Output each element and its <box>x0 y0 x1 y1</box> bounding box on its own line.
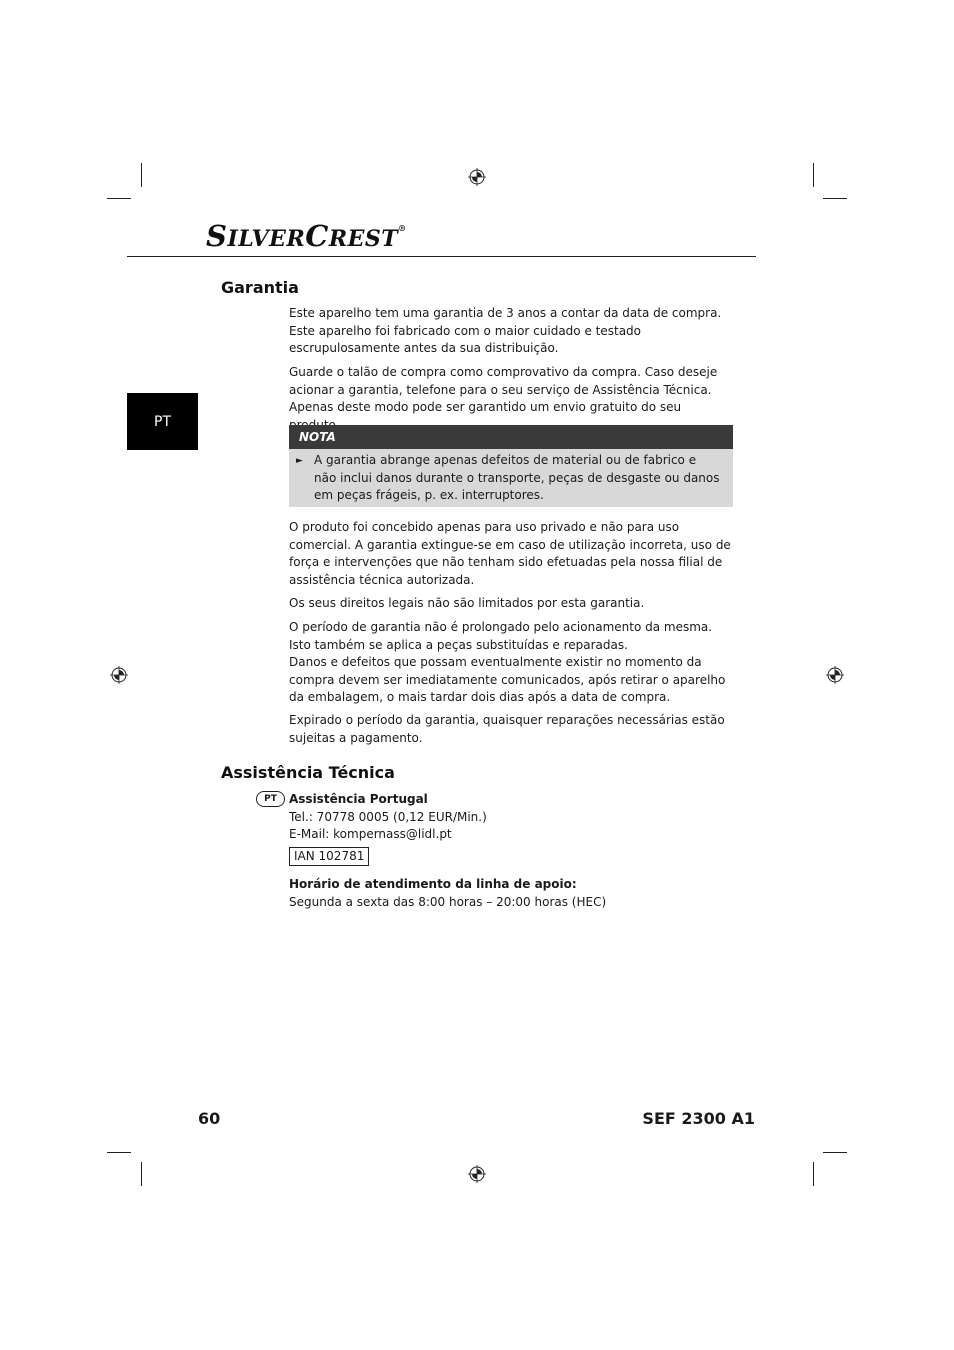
brand-logo: SILVERCREST® <box>206 219 407 253</box>
model-number: SEF 2300 A1 <box>642 1109 755 1128</box>
registration-mark-icon <box>468 1165 486 1183</box>
crop-mark <box>813 1162 814 1186</box>
crop-mark <box>107 1152 131 1153</box>
garantia-paragraph-1: Este aparelho tem uma garantia de 3 anos a contar da data de compra. Este aparelho foi fabricado com o maior cuidado e testado escrupulosamente antes da sua distribuição. <box>289 306 722 355</box>
registration-mark-icon <box>110 666 128 684</box>
arrow-right-icon: ► <box>296 456 303 466</box>
garantia-paragraph-6: Expirado o período da garantia, quaisquer reparações necessárias estão sujeitas a pagamento. <box>289 713 725 745</box>
garantia-paragraph-4: Os seus direitos legais não são limitados por esta garantia. <box>289 596 645 610</box>
crop-mark <box>823 1152 847 1153</box>
service-hours-text: Segunda a sexta das 8:00 horas – 20:00 horas (HEC) <box>289 894 607 909</box>
garantia-paragraph-3: O produto foi concebido apenas para uso privado e não para uso comercial. A garantia extingue-se em caso de utilização incorreta, uso de força e intervenções que não tenham sido efetuadas pela nossa filial de assistência técnica autorizada. <box>289 520 731 587</box>
section-title-garantia: Garantia <box>221 278 299 297</box>
crop-mark <box>813 163 814 187</box>
garantia-paragraph-2: Guarde o talão de compra como comprovativo da compra. Caso deseje acionar a garantia, telefone para o seu serviço de Assistência Técnica. Apenas deste modo pode ser garantido um envio gratuito do seu <box>289 365 718 414</box>
service-name: Assistência Portugal <box>289 792 428 806</box>
service-phone: Tel.: 70778 0005 (0,12 EUR/Min.) <box>289 809 487 824</box>
note-text: A garantia abrange apenas defeitos de material ou de fabrico e não inclui danos durante o transporte, peças de desgaste ou danos em peças frágeis, p. ex. interruptores. <box>314 453 720 502</box>
note-header: NOTA <box>289 425 733 449</box>
ian-code: IAN 102781 <box>289 847 369 866</box>
service-hours <box>289 876 734 911</box>
service-contact <box>289 791 734 844</box>
note-body <box>289 449 733 507</box>
registration-mark-icon <box>468 168 486 186</box>
service-email: E-Mail: kompernass@lidl.pt <box>289 827 452 841</box>
country-badge: PT <box>256 791 285 807</box>
registration-mark-icon <box>826 666 844 684</box>
page-number: 60 <box>198 1109 221 1128</box>
crop-mark <box>141 163 142 187</box>
garantia-paragraph-5: O período de garantia não é prolongado pelo acionamento da mesma. Isto também se aplica a peças substituídas e reparadas. Danos e defeitos que possam eventualmente existir no momento da compra devem ser imediatamente comunicados, após retirar o aparelho da embalagem, o mais tardar dois dias após a data de compra. <box>289 620 726 704</box>
crop-mark <box>107 198 131 199</box>
crop-mark <box>141 1162 142 1186</box>
service-hours-label: Horário de atendimento da linha de apoio: <box>289 877 577 891</box>
language-tab: PT <box>127 393 198 450</box>
crop-mark <box>823 198 847 199</box>
header-rule <box>127 256 756 257</box>
section-title-assistencia: Assistência Técnica <box>221 763 395 782</box>
